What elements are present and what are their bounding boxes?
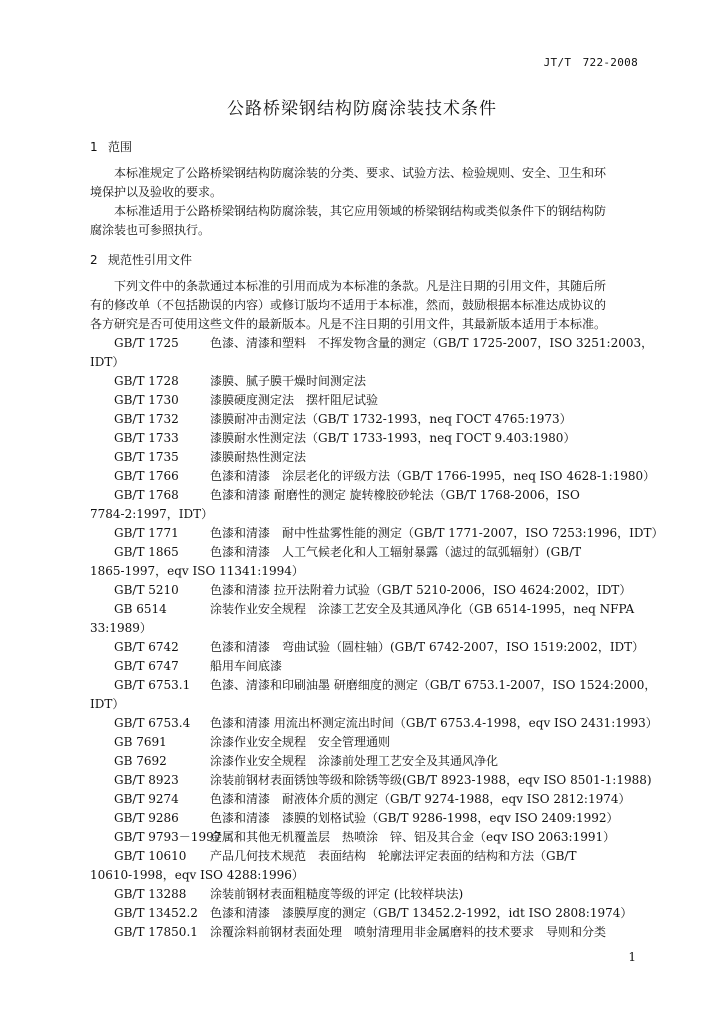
reference-code: GB 6514 (114, 602, 167, 616)
reference-code: GB/T 6753.1 (114, 678, 191, 692)
reference-code: GB/T 1725 (114, 336, 179, 350)
reference-continuation: 33:1989） (90, 621, 152, 635)
reference-code: GB/T 1735 (114, 450, 179, 464)
reference-continuation: IDT） (90, 697, 125, 711)
reference-title: 船用车间底漆 (210, 659, 283, 673)
reference-title: 色漆和清漆 漆膜厚度的测定（GB/T 13452.2-1992，idt ISO 2808:1974） (210, 906, 633, 920)
page-number: 1 (628, 950, 636, 964)
reference-code: GB/T 13288 (114, 887, 187, 901)
reference-code: GB 7692 (114, 754, 167, 768)
reference-title: 涂漆作业安全规程 安全管理通则 (210, 735, 391, 749)
reference-title: 涂装前钢材表面锈蚀等级和除锈等级(GB/T 8923-1988，eqv ISO 8501-1:1988) (210, 773, 652, 787)
reference-title: 漆膜耐冲击测定法（GB/T 1732-1993，neq ГОСТ 4765:1973） (210, 412, 572, 426)
reference-code: GB/T 1771 (114, 526, 179, 540)
reference-code: GB/T 13452.2 (114, 906, 198, 920)
reference-code: GB 7691 (114, 735, 167, 749)
paragraph-line: 本标准适用于公路桥梁钢结构防腐涂装，其它应用领域的桥梁钢结构或类似条件下的钢结构防 (90, 204, 607, 218)
reference-code: GB/T 1728 (114, 374, 179, 388)
reference-code: GB/T 1768 (114, 488, 179, 502)
section-number: 2 (90, 253, 98, 267)
reference-code: GB/T 5210 (114, 583, 179, 597)
paragraph-line: 各方研究是否可使用这些文件的最新版本。凡是不注日期的引用文件，其最新版本适用于本标准。 (90, 317, 607, 331)
reference-title: 漆膜、腻子膜干燥时间测定法 (210, 374, 367, 388)
reference-title: 涂装前钢材表面粗糙度等级的评定 (比较样块法) (210, 887, 464, 901)
reference-title: 涂漆作业安全规程 涂漆前处理工艺安全及其通风净化 (210, 754, 499, 768)
section-title: 规范性引用文件 (108, 253, 193, 267)
reference-title: 漆膜耐水性测定法（GB/T 1733-1993，neq ГОСТ 9.403:1980） (210, 431, 576, 445)
reference-continuation: IDT） (90, 355, 125, 369)
reference-code: GB/T 9274 (114, 792, 179, 806)
reference-title: 色漆和清漆 弯曲试验（圆柱轴）(GB/T 6742-2007，ISO 1519:2002，IDT） (210, 640, 645, 654)
section-number: 1 (90, 140, 98, 154)
reference-title: 色漆、清漆和塑料 不挥发物含量的测定（GB/T 1725-2007，ISO 3251:2003， (210, 336, 654, 350)
reference-title: 色漆和清漆 用流出杯测定流出时间（GB/T 6753.4-1998，eqv ISO 2431:1993） (210, 716, 658, 730)
reference-title: 漆膜硬度测定法 摆杆阻尼试验 (210, 393, 379, 407)
reference-code: GB/T 10610 (114, 849, 187, 863)
reference-title: 涂装作业安全规程 涂漆工艺安全及其通风净化（GB 6514-1995，neq NFPA (210, 602, 635, 616)
reference-continuation: 10610-1998，eqv ISO 4288:1996） (90, 868, 304, 882)
reference-code: GB/T 9793－1997 (114, 830, 222, 844)
reference-code: GB/T 1766 (114, 469, 179, 483)
section-heading-normative-references (90, 251, 192, 268)
reference-title: 色漆和清漆 涂层老化的评级方法（GB/T 1766-1995，neq ISO 4628-1:1980） (210, 469, 656, 483)
reference-title: 色漆和清漆 漆膜的划格试验（GB/T 9286-1998，eqv ISO 2409:1992） (210, 811, 619, 825)
paragraph-line: 下列文件中的条款通过本标准的引用而成为本标准的条款。凡是注日期的引用文件，其随后所 (90, 279, 607, 293)
reference-code: GB/T 1732 (114, 412, 179, 426)
reference-code: GB/T 1865 (114, 545, 179, 559)
reference-continuation: 1865-1997，eqv ISO 11341:1994） (90, 564, 304, 578)
reference-code: GB/T 1733 (114, 431, 179, 445)
paragraph-line: 本标准规定了公路桥梁钢结构防腐涂装的分类、要求、试验方法、检验规则、安全、卫生和环 (90, 166, 607, 180)
document-title: 公路桥梁钢结构防腐涂装技术条件 (227, 99, 497, 119)
reference-title: 金属和其他无机覆盖层 热喷涂 锌、铝及其合金（eqv ISO 2063:1991） (210, 830, 616, 844)
reference-title: 漆膜耐热性测定法 (210, 450, 307, 464)
standard-code: JT/T 722-2008 (543, 56, 638, 69)
paragraph-line: 腐涂装也可参照执行。 (90, 223, 211, 237)
reference-code: GB/T 17850.1 (114, 925, 198, 939)
reference-title: 色漆和清漆 人工气候老化和人工辐射暴露（滤过的氙弧辐射）(GB/T (210, 545, 582, 559)
reference-title: 色漆、清漆和印刷油墨 研磨细度的测定（GB/T 6753.1-2007，ISO 1524:2000， (210, 678, 657, 692)
reference-continuation: 7784-2:1997，IDT） (90, 507, 214, 521)
paragraph-line: 有的修改单（不包括勘误的内容）或修订版均不适用于本标准，然而，鼓励根据本标准达成协议的 (90, 298, 607, 312)
reference-title: 色漆和清漆 耐磨性的测定 旋转橡胶砂轮法（GB/T 1768-2006，ISO (210, 488, 580, 502)
reference-title: 产品几何技术规范 表面结构 轮廓法评定表面的结构和方法（GB/T (210, 849, 577, 863)
paragraph-line: 境保护以及验收的要求。 (90, 185, 223, 199)
reference-code: GB/T 6753.4 (114, 716, 191, 730)
section-title: 范围 (108, 140, 133, 154)
reference-code: GB/T 8923 (114, 773, 179, 787)
reference-title: 色漆和清漆 耐中性盐雾性能的测定（GB/T 1771-2007，ISO 7253:1996，IDT） (210, 526, 664, 540)
reference-code: GB/T 9286 (114, 811, 179, 825)
reference-code: GB/T 1730 (114, 393, 179, 407)
reference-title: 涂覆涂料前钢材表面处理 喷射清理用非金属磨料的技术要求 导则和分类 (210, 925, 607, 939)
reference-title: 色漆和清漆 耐液体介质的测定（GB/T 9274-1988，eqv ISO 2812:1974） (210, 792, 631, 806)
reference-title: 色漆和清漆 拉开法附着力试验（GB/T 5210-2006，ISO 4624:2002，IDT） (210, 583, 632, 597)
reference-code: GB/T 6742 (114, 640, 179, 654)
reference-code: GB/T 6747 (114, 659, 179, 673)
section-heading-scope (90, 138, 132, 155)
